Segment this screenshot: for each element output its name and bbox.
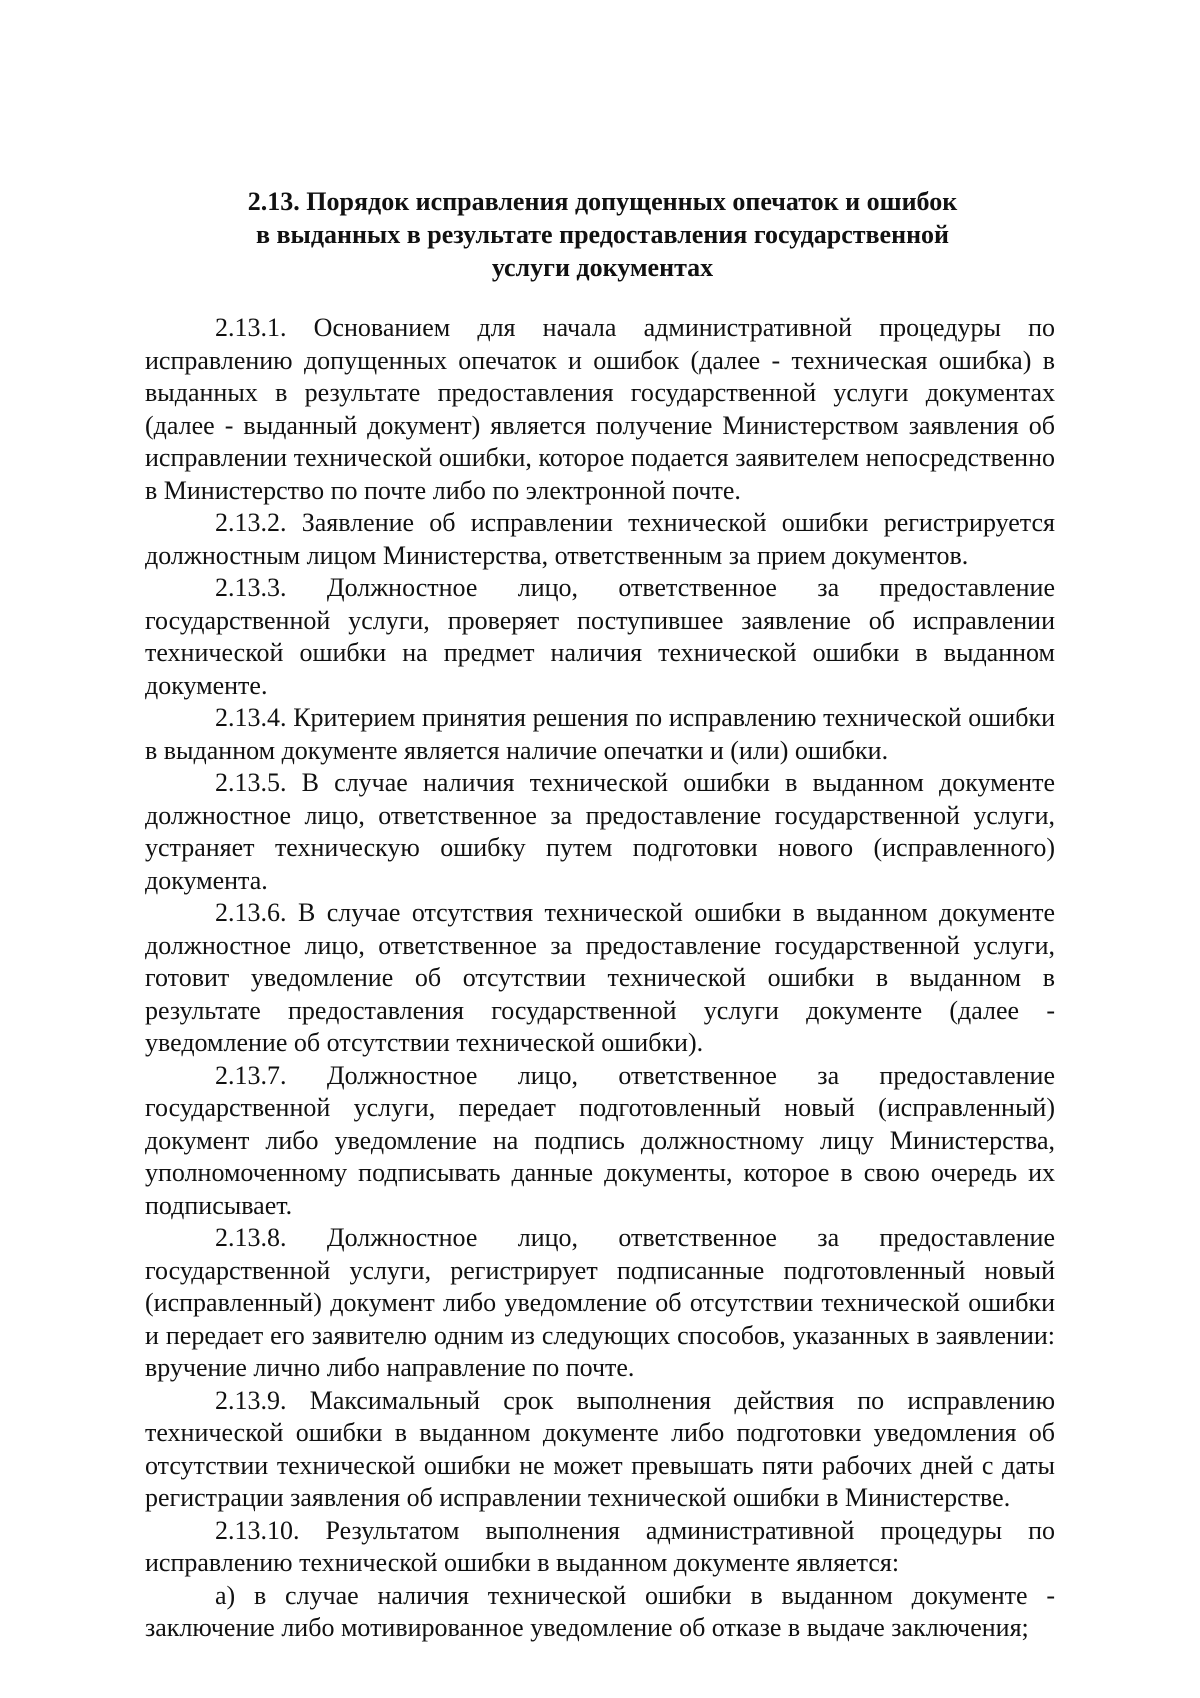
paragraph-2-13-3: 2.13.3. Должностное лицо, ответственное за предоставление государственной услуги, проверяет поступившее заявление об исправлении технической ошибки на предмет наличия технической ошибки в выданном документе. — [145, 573, 1055, 700]
paragraph-2-13-2: 2.13.2. Заявление об исправлении технической ошибки регистрируется должностным лицом Министерства, ответственным за прием документов. — [145, 508, 1055, 570]
paragraph-2-13-10: 2.13.10. Результатом выполнения административной процедуры по исправлению технической ошибки в выданном документе является: — [145, 1515, 1055, 1577]
paragraph-2-13-9: 2.13.9. Максимальный срок выполнения действия по исправлению технической ошибки в выданном документе либо подготовки уведомления об отсутствии технической ошибки не может превышать пяти рабочих дней с даты регистрации заявления об исправлении технической ошибки в Министерстве. — [145, 1385, 1055, 1512]
paragraph-2-13-4: 2.13.4. Критерием принятия решения по исправлению технической ошибки в выданном документе является наличие опечатки и (или) ошибки. — [145, 703, 1055, 765]
paragraph-2-13-8: 2.13.8. Должностное лицо, ответственное за предоставление государственной услуги, регистрирует подписанные подготовленный новый (исправленный) документ либо уведомление об отсутствии технической ошибки и передает его заявителю одним из следующих способов, указанных в заявлении: вручение лично либо направление по почте. — [145, 1223, 1055, 1382]
heading-line: услуги документах — [491, 253, 714, 282]
paragraph-2-13-7: 2.13.7. Должностное лицо, ответственное за предоставление государственной услуги, передает подготовленный новый (исправленный) документ либо уведомление на подпись должностному лицу Министерства, уполномоченному подписывать данные документы, которое в свою очередь их подписывает. — [145, 1060, 1055, 1220]
heading-line: в выданных в результате предоставления государственной — [255, 220, 950, 249]
heading-line: 2.13. Порядок исправления допущенных опечаток и ошибок — [247, 187, 958, 216]
paragraph-2-13-6: 2.13.6. В случае отсутствия технической ошибки в выданном документе должностное лицо, ответственное за предоставление государственной услуги, готовит уведомление об отсутствии технической ошибки в выданном в результате предоставления государственной услуги документе (далее - уведомление об отсутствии технической ошибки). — [145, 898, 1055, 1057]
paragraph-2-13-1: 2.13.1. Основанием для начала административной процедуры по исправлению допущенных опечаток и ошибок (далее - техническая ошибка) в выданных в результате предоставления государственной услуги документах (далее - выданный документ) является получение Министерством заявления об исправлении технической ошибки, которое подается заявителем непосредственно в Министерство по почте либо по электронной почте. — [145, 313, 1055, 505]
paragraph-item-a: а) в случае наличия технической ошибки в выданном документе - заключение либо мотивированное уведомление об отказе в выдаче заключения; — [145, 1580, 1055, 1642]
document-body — [145, 312, 1055, 1645]
section-heading — [150, 185, 1055, 284]
paragraph-2-13-5: 2.13.5. В случае наличия технической ошибки в выданном документе должностное лицо, ответственное за предоставление государственной услуги, устраняет техническую ошибку путем подготовки нового (исправленного) документа. — [145, 768, 1055, 895]
